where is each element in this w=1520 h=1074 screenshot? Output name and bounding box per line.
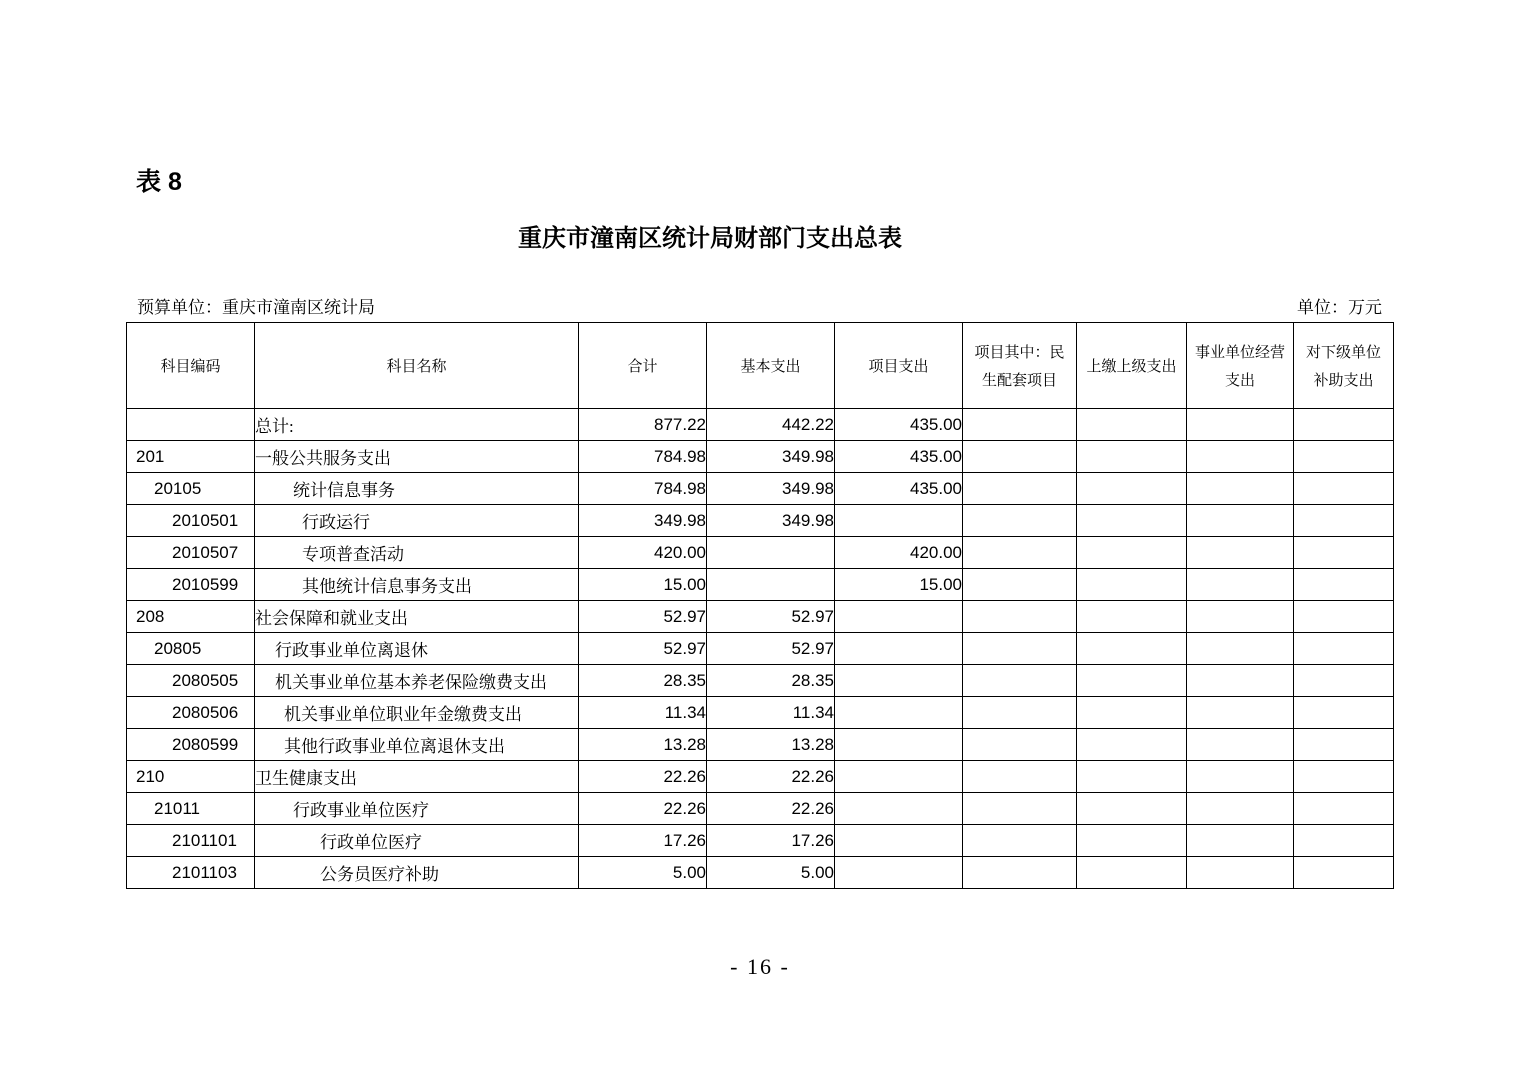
table-row [127, 857, 1394, 889]
cell-livelihood [963, 441, 1077, 473]
cell-total: 784.98 [579, 441, 707, 473]
cell-subsidy [1294, 825, 1394, 857]
cell-name: 行政事业单位离退休 [255, 633, 579, 665]
cell-project [835, 633, 963, 665]
cell-subsidy [1294, 697, 1394, 729]
document-title: 重庆市潼南区统计局财部门支出总表 [518, 224, 902, 252]
cell-total: 22.26 [579, 761, 707, 793]
cell-basic [707, 537, 835, 569]
cell-subsidy [1294, 537, 1394, 569]
cell-business [1187, 601, 1294, 633]
cell-total: 5.00 [579, 857, 707, 889]
cell-subsidy [1294, 601, 1394, 633]
table-row [127, 537, 1394, 569]
cell-project [835, 793, 963, 825]
cell-name: 其他行政事业单位离退休支出 [255, 729, 579, 761]
cell-business [1187, 505, 1294, 537]
cell-livelihood [963, 505, 1077, 537]
cell-basic: 349.98 [707, 473, 835, 505]
cell-higher-level [1077, 569, 1187, 601]
cell-business [1187, 825, 1294, 857]
cell-livelihood [963, 857, 1077, 889]
cell-subsidy [1294, 473, 1394, 505]
table-row [127, 505, 1394, 537]
cell-basic: 5.00 [707, 857, 835, 889]
cell-livelihood [963, 825, 1077, 857]
cell-code: 2080599 [127, 729, 255, 761]
cell-project [835, 697, 963, 729]
header-project: 项目支出 [835, 323, 963, 409]
cell-basic: 22.26 [707, 793, 835, 825]
cell-total: 13.28 [579, 729, 707, 761]
cell-subsidy [1294, 761, 1394, 793]
cell-project [835, 729, 963, 761]
cell-livelihood [963, 409, 1077, 441]
cell-code: 2080505 [127, 665, 255, 697]
cell-subsidy [1294, 409, 1394, 441]
cell-higher-level [1077, 825, 1187, 857]
cell-basic: 349.98 [707, 441, 835, 473]
cell-basic: 349.98 [707, 505, 835, 537]
cell-higher-level [1077, 697, 1187, 729]
cell-business [1187, 409, 1294, 441]
table-row [127, 665, 1394, 697]
cell-code: 2010599 [127, 569, 255, 601]
cell-name: 总计: [255, 409, 579, 441]
header-code: 科目编码 [127, 323, 255, 409]
cell-subsidy [1294, 569, 1394, 601]
cell-livelihood [963, 569, 1077, 601]
cell-total: 17.26 [579, 825, 707, 857]
cell-basic: 52.97 [707, 601, 835, 633]
cell-name: 社会保障和就业支出 [255, 601, 579, 633]
cell-business [1187, 441, 1294, 473]
cell-higher-level [1077, 857, 1187, 889]
table-row [127, 729, 1394, 761]
cell-livelihood [963, 761, 1077, 793]
cell-code: 2101101 [127, 825, 255, 857]
cell-code: 208 [127, 601, 255, 633]
cell-project [835, 505, 963, 537]
cell-subsidy [1294, 793, 1394, 825]
cell-name: 一般公共服务支出 [255, 441, 579, 473]
table-row [127, 441, 1394, 473]
cell-total: 784.98 [579, 473, 707, 505]
cell-basic: 442.22 [707, 409, 835, 441]
table-row [127, 761, 1394, 793]
cell-project: 15.00 [835, 569, 963, 601]
cell-basic: 52.97 [707, 633, 835, 665]
cell-name: 公务员医疗补助 [255, 857, 579, 889]
cell-basic: 13.28 [707, 729, 835, 761]
cell-subsidy [1294, 633, 1394, 665]
cell-code: 21011 [127, 793, 255, 825]
cell-name: 机关事业单位基本养老保险缴费支出 [255, 665, 579, 697]
budget-unit-label: 预算单位：重庆市潼南区统计局 [137, 298, 375, 317]
cell-code: 2101103 [127, 857, 255, 889]
cell-livelihood [963, 665, 1077, 697]
cell-business [1187, 537, 1294, 569]
cell-name: 统计信息事务 [255, 473, 579, 505]
cell-livelihood [963, 537, 1077, 569]
cell-higher-level [1077, 473, 1187, 505]
cell-higher-level [1077, 729, 1187, 761]
cell-business [1187, 569, 1294, 601]
header-business: 事业单位经营支出 [1187, 323, 1294, 409]
cell-basic: 11.34 [707, 697, 835, 729]
table-row [127, 825, 1394, 857]
amount-unit-label: 单位：万元 [1297, 298, 1382, 317]
cell-higher-level [1077, 537, 1187, 569]
cell-name: 行政单位医疗 [255, 825, 579, 857]
cell-name: 行政事业单位医疗 [255, 793, 579, 825]
header-total: 合计 [579, 323, 707, 409]
table-row [127, 697, 1394, 729]
header-higher-level: 上缴上级支出 [1077, 323, 1187, 409]
header-basic: 基本支出 [707, 323, 835, 409]
cell-higher-level [1077, 409, 1187, 441]
cell-project [835, 825, 963, 857]
expenditure-table [126, 322, 1394, 889]
cell-total: 52.97 [579, 633, 707, 665]
cell-livelihood [963, 697, 1077, 729]
cell-name: 机关事业单位职业年金缴费支出 [255, 697, 579, 729]
table-row [127, 409, 1394, 441]
cell-higher-level [1077, 441, 1187, 473]
cell-total: 877.22 [579, 409, 707, 441]
cell-code: 20805 [127, 633, 255, 665]
cell-name: 卫生健康支出 [255, 761, 579, 793]
header-name: 科目名称 [255, 323, 579, 409]
cell-higher-level [1077, 761, 1187, 793]
cell-basic: 22.26 [707, 761, 835, 793]
cell-project: 435.00 [835, 441, 963, 473]
cell-subsidy [1294, 665, 1394, 697]
cell-total: 28.35 [579, 665, 707, 697]
cell-code: 201 [127, 441, 255, 473]
cell-business [1187, 793, 1294, 825]
cell-project [835, 761, 963, 793]
table-row [127, 793, 1394, 825]
cell-basic: 28.35 [707, 665, 835, 697]
cell-higher-level [1077, 633, 1187, 665]
cell-livelihood [963, 633, 1077, 665]
cell-code: 20105 [127, 473, 255, 505]
cell-livelihood [963, 601, 1077, 633]
cell-livelihood [963, 793, 1077, 825]
cell-business [1187, 729, 1294, 761]
cell-basic [707, 569, 835, 601]
cell-business [1187, 761, 1294, 793]
cell-name: 其他统计信息事务支出 [255, 569, 579, 601]
cell-total: 52.97 [579, 601, 707, 633]
table-row [127, 601, 1394, 633]
cell-higher-level [1077, 793, 1187, 825]
header-subsidy: 对下级单位补助支出 [1294, 323, 1394, 409]
cell-higher-level [1077, 505, 1187, 537]
cell-total: 420.00 [579, 537, 707, 569]
cell-code: 2010507 [127, 537, 255, 569]
cell-project: 435.00 [835, 473, 963, 505]
cell-total: 15.00 [579, 569, 707, 601]
header-livelihood: 项目其中：民生配套项目 [963, 323, 1077, 409]
cell-project: 420.00 [835, 537, 963, 569]
cell-subsidy [1294, 441, 1394, 473]
cell-subsidy [1294, 729, 1394, 761]
cell-name: 专项普查活动 [255, 537, 579, 569]
cell-livelihood [963, 729, 1077, 761]
cell-basic: 17.26 [707, 825, 835, 857]
cell-code: 2010501 [127, 505, 255, 537]
cell-business [1187, 633, 1294, 665]
cell-code: 2080506 [127, 697, 255, 729]
cell-total: 22.26 [579, 793, 707, 825]
table-row [127, 569, 1394, 601]
cell-name: 行政运行 [255, 505, 579, 537]
table-number: 表 8 [136, 168, 182, 196]
cell-subsidy [1294, 505, 1394, 537]
cell-business [1187, 665, 1294, 697]
cell-higher-level [1077, 601, 1187, 633]
cell-project [835, 601, 963, 633]
cell-business [1187, 857, 1294, 889]
cell-business [1187, 697, 1294, 729]
cell-total: 11.34 [579, 697, 707, 729]
cell-code: 210 [127, 761, 255, 793]
table-row [127, 473, 1394, 505]
cell-total: 349.98 [579, 505, 707, 537]
cell-business [1187, 473, 1294, 505]
table-header-row [127, 323, 1394, 409]
cell-project [835, 857, 963, 889]
page-number: - 16 - [730, 954, 790, 979]
cell-livelihood [963, 473, 1077, 505]
cell-project: 435.00 [835, 409, 963, 441]
cell-code [127, 409, 255, 441]
cell-higher-level [1077, 665, 1187, 697]
cell-subsidy [1294, 857, 1394, 889]
table-row [127, 633, 1394, 665]
cell-project [835, 665, 963, 697]
